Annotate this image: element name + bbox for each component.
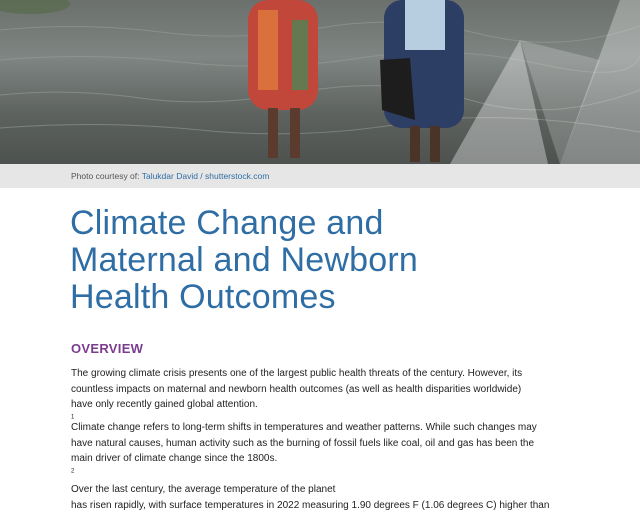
footnote-marker[interactable]: 1 bbox=[71, 414, 74, 420]
photo-credit-link[interactable]: Talukdar David / shutterstock.com bbox=[142, 171, 270, 181]
title-line: Climate Change and bbox=[70, 205, 610, 242]
title-line: Maternal and Newborn bbox=[70, 242, 610, 279]
overview-paragraph-1 bbox=[71, 366, 591, 428]
paragraph-line: The growing climate crisis presents one of the largest public health threats of the century. However, its bbox=[71, 366, 591, 382]
paragraph-line: has risen rapidly, with surface temperatures in 2022 measuring 1.90 degrees F (1.06 degrees C) higher than bbox=[71, 498, 591, 513]
section-heading-overview: OVERVIEW bbox=[71, 341, 143, 356]
title-line: Health Outcomes bbox=[70, 279, 610, 316]
paragraph-line: Climate change refers to long-term shifts in temperatures and weather patterns. While such changes may bbox=[71, 420, 591, 436]
page-title bbox=[70, 205, 610, 316]
caption-prefix: Photo courtesy of: bbox=[71, 171, 142, 181]
paragraph-line: countless impacts on maternal and newborn health outcomes (as well as health disparities worldwide) bbox=[71, 382, 591, 398]
photo-caption bbox=[71, 171, 269, 181]
paragraph-text: main driver of climate change since the 1800s. bbox=[71, 451, 591, 467]
photo-caption-bar bbox=[0, 164, 640, 188]
footnote-marker[interactable]: 2 bbox=[71, 468, 74, 474]
overview-paragraph-2 bbox=[71, 420, 591, 513]
paragraph-text: Over the last century, the average temperature of the planet bbox=[71, 482, 591, 498]
flooded-street-image bbox=[0, 0, 640, 164]
paragraph-line: have natural causes, human activity such as the burning of fossil fuels like coal, oil and gas has been the bbox=[71, 436, 591, 452]
header-photo bbox=[0, 0, 640, 164]
paragraph-text: have only recently gained global attention. bbox=[71, 397, 591, 413]
paragraph-line bbox=[71, 451, 591, 498]
